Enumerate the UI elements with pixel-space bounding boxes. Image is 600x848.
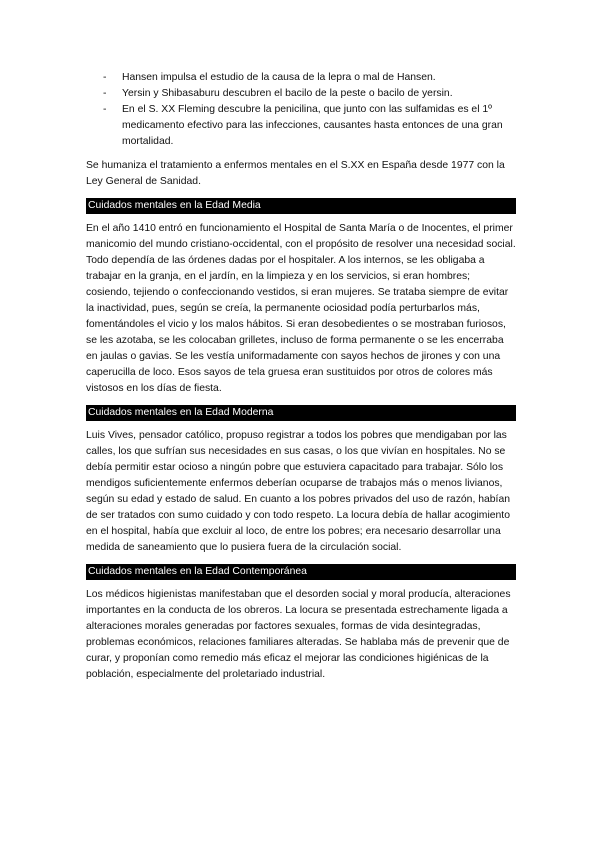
section-body-edad-contemporanea: Los médicos higienistas manifestaban que el desorden social y moral producía, alteraciones importantes en la conducta de los obreros. La locura se presentada estrechamente ligada a alteraciones morales generadas por factores sexuales, formas de vida desintegradas, problemas económicos, relaciones familiares alteradas. Se hablaba más de prevenir que de curar, y proponían como remedio más eficaz el mejorar las condiciones higiénicas de la población, especialmente del proletariado industrial. xyxy=(86,589,511,680)
bullet-item xyxy=(86,102,516,150)
bullet-item xyxy=(86,70,516,86)
bullet-text: Hansen impulsa el estudio de la causa de la lepra o mal de Hansen. xyxy=(122,72,436,83)
bullet-marker: - xyxy=(103,88,107,99)
bullet-text: En el S. XX Fleming descubre la penicilina, que junto con las sulfamidas es el 1º medicamento efectivo para las infecciones, causantes hasta entonces de una gran mortalidad. xyxy=(122,104,503,147)
section-heading-edad-contemporanea: Cuidados mentales en la Edad Contemporánea xyxy=(86,564,516,580)
section-body-edad-moderna: Luis Vives, pensador católico, propuso registrar a todos los pobres que mendigaban por las calles, los que sufrían sus necesidades en sus casas, o los que vivían en hospitales. No se debía permitir estar ocioso a ningún pobre que estuviera capacitado para trabajar. Sólo los mendigos suficientemente enfermos deberían ocuparse de trabajos más o menos livianos, según su edad y estado de salud. En cuanto a los pobres privados del uso de razón, habían de ser tratados con sumo cuidado y con todo respeto. La locura debía de hallar acogimiento en el hospital, había que excluir al loco, de entre los pobres; era necesario desarrollar una medida de saneamiento que lo pusiera fuera de la circulación social. xyxy=(86,430,511,553)
bullet-marker: - xyxy=(103,72,107,83)
section-body-edad-media: En el año 1410 entró en funcionamiento el Hospital de Santa María o de Inocentes, el primer manicomio del mundo cristiano-occidental, con el propósito de resolver una necesidad social. Todo dependía de las órdenes dadas por el hospitaler. A los internos, se les obligaba a trabajar en la granja, en el jardín, en la limpieza y en los servicios, si eran hombres; cosiendo, tejiendo o confeccionando vestidos, si eran mujeres. Se trataba siempre de evitar la inactividad, pues, según se creía, la permanente ociosidad podía perturbarlos más, fomentándoles el vicio y los malos hábitos. Si eran desobedientes o se mostraban furiosos, se les azotaba, se les colocaban grilletes, incluso de forma permanente o se les encerraba en jaulas o gavias. Se les vestía uniformadamente con sayos hechos de jirones y con una caperucilla de loco. Esos sayos de tela gruesa eran sustituidos por otros de colores más vistosos en los días de fiesta. xyxy=(86,223,516,394)
bullet-item xyxy=(86,86,516,102)
page-content xyxy=(86,70,516,691)
intro-paragraph: Se humaniza el tratamiento a enfermos mentales en el S.XX en España desde 1977 con la Ley General de Sanidad. xyxy=(86,160,505,187)
bullet-text: Yersin y Shibasaburu descubren el bacilo de la peste o bacilo de yersin. xyxy=(122,88,453,99)
bullet-marker: - xyxy=(103,104,107,115)
bullet-list xyxy=(86,70,516,150)
section-heading-edad-media: Cuidados mentales en la Edad Media xyxy=(86,198,516,214)
section-heading-edad-moderna: Cuidados mentales en la Edad Moderna xyxy=(86,405,516,421)
